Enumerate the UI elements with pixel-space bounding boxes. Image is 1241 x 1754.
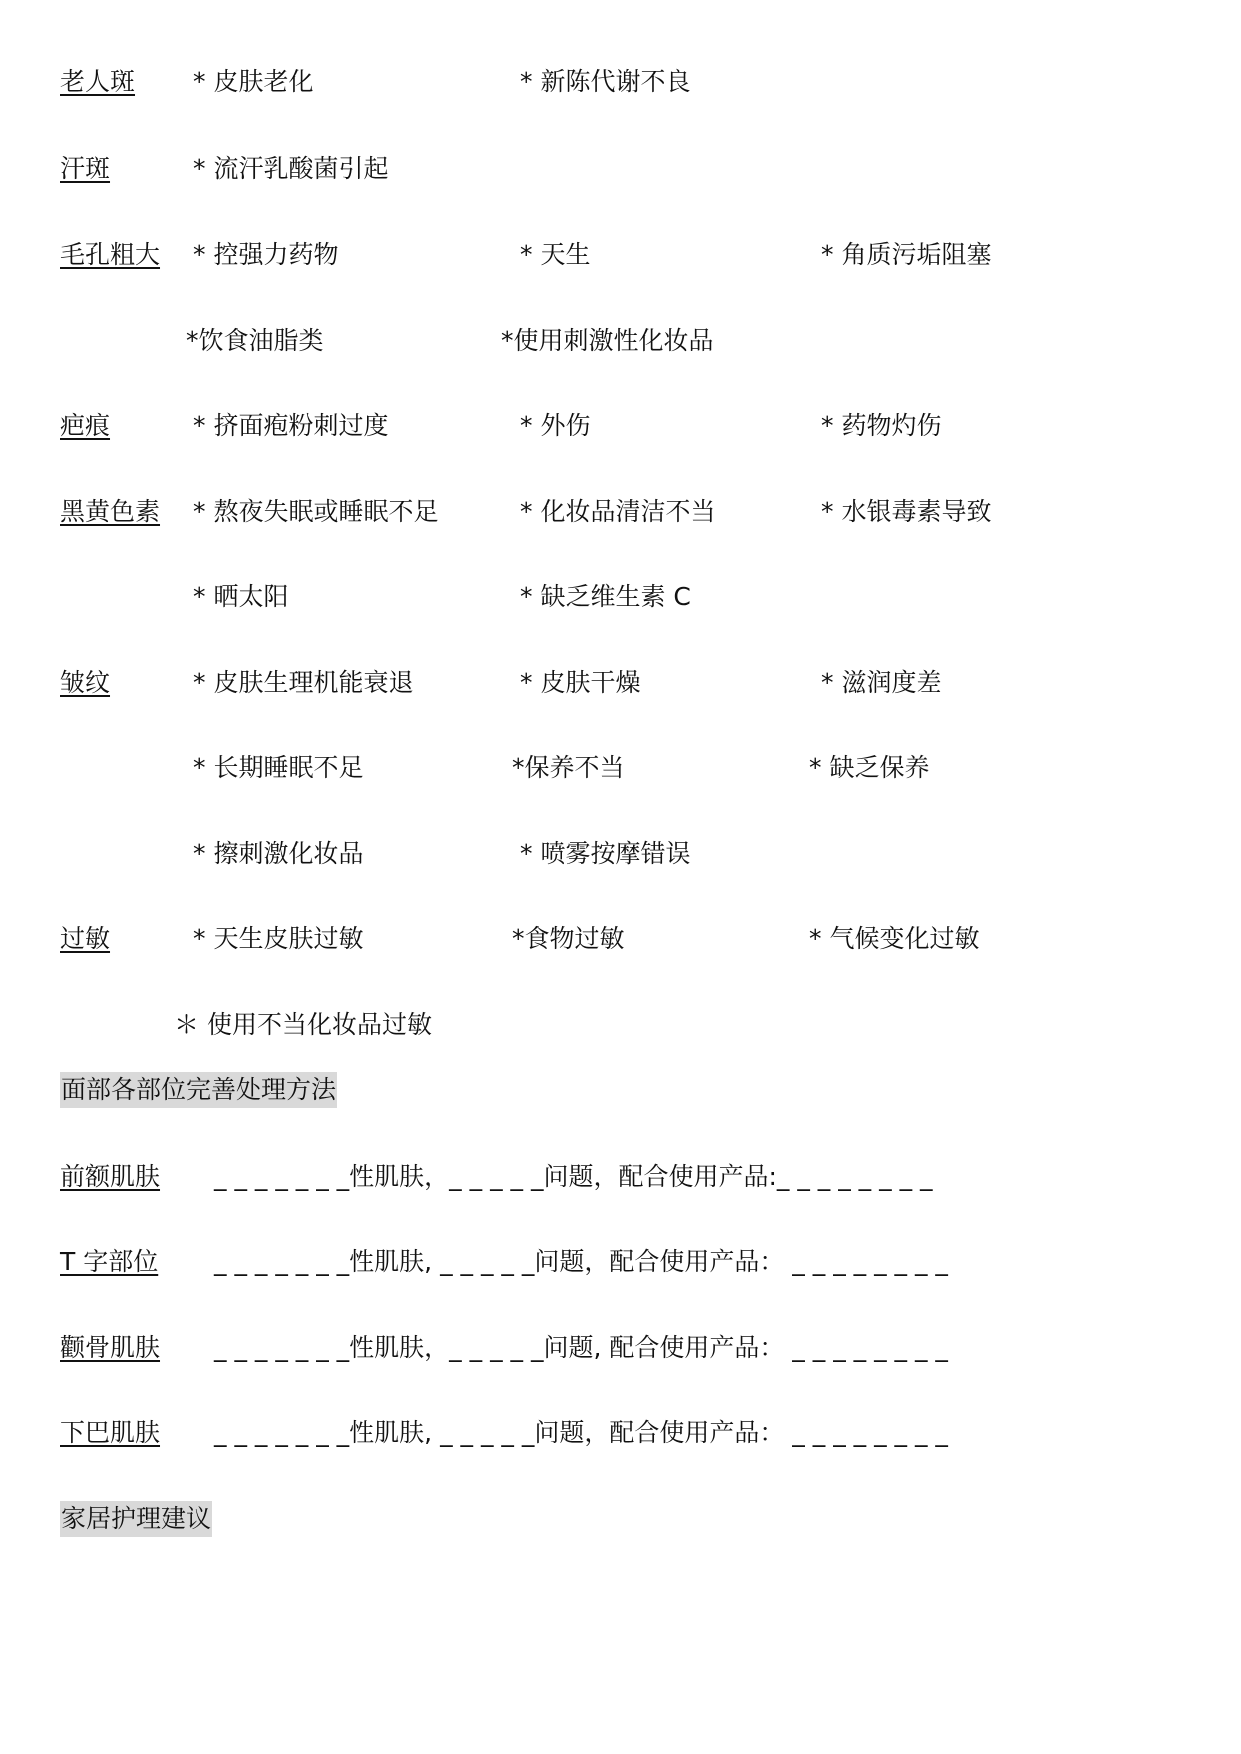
cause-item: * 角质污垢阻塞 bbox=[821, 240, 992, 269]
cause-item: * 熬夜失眠或睡眠不足 bbox=[193, 497, 439, 526]
cause-item: * 流汗乳酸菌引起 bbox=[193, 154, 389, 183]
condition-label-wrinkles: 皱纹 bbox=[60, 668, 111, 697]
cause-item: * 药物灼伤 bbox=[821, 411, 942, 440]
cause-item: * 缺乏保养 bbox=[809, 753, 930, 782]
cause-item: * 水银毒素导致 bbox=[821, 497, 992, 526]
section-heading-home-care: 家居护理建议 bbox=[60, 1501, 212, 1537]
cause-item: *保养不当 bbox=[512, 753, 625, 782]
fill-in-line: _ _ _ _ _ _ _性肌肤, _ _ _ _ _问题，配合使用产品： _ _ _ _ _ _ _ _ bbox=[214, 1418, 948, 1447]
fill-in-line: _ _ _ _ _ _ _性肌肤，_ _ _ _ _问题, 配合使用产品： _ _ _ _ _ _ _ _ bbox=[214, 1333, 948, 1362]
fill-in-line: _ _ _ _ _ _ _性肌肤, _ _ _ _ _问题，配合使用产品： _ _ _ _ _ _ _ _ bbox=[214, 1247, 948, 1276]
fill-in-line: _ _ _ _ _ _ _性肌肤，_ _ _ _ _问题，配合使用产品:_ _ _ _ _ _ _ _ bbox=[214, 1162, 933, 1191]
condition-label-age-spots: 老人斑 bbox=[60, 67, 136, 96]
cause-item: * 滋润度差 bbox=[821, 668, 942, 697]
face-area-label-chin: 下巴肌肤 bbox=[60, 1418, 161, 1447]
cause-item: * 化妆品清洁不当 bbox=[520, 497, 716, 526]
cause-item: *食物过敏 bbox=[512, 924, 625, 953]
cause-item: * 皮肤生理机能衰退 bbox=[193, 668, 414, 697]
cause-item: * 长期睡眠不足 bbox=[193, 753, 364, 782]
cause-item: * 挤面疱粉刺过度 bbox=[193, 411, 389, 440]
cause-item: *使用刺激性化妆品 bbox=[501, 326, 714, 355]
cause-item: ＊ 使用不当化妆品过敏 bbox=[174, 1010, 432, 1039]
cause-item: * 喷雾按摩错误 bbox=[520, 839, 691, 868]
condition-label-pigmentation: 黑黄色素 bbox=[60, 497, 161, 526]
cause-item: * 控强力药物 bbox=[193, 240, 339, 269]
cause-item: * 晒太阳 bbox=[193, 582, 289, 611]
cause-item: * 天生皮肤过敏 bbox=[193, 924, 364, 953]
cause-item: * 气候变化过敏 bbox=[809, 924, 980, 953]
cause-item: * 皮肤老化 bbox=[193, 67, 314, 96]
cause-item: * 新陈代谢不良 bbox=[520, 67, 691, 96]
condition-label-enlarged-pores: 毛孔粗大 bbox=[60, 240, 161, 269]
cause-item: * 缺乏维生素 C bbox=[520, 582, 691, 611]
cause-item: * 外伤 bbox=[520, 411, 591, 440]
cause-item: * 皮肤干燥 bbox=[520, 668, 641, 697]
face-area-label-forehead: 前额肌肤 bbox=[60, 1162, 161, 1191]
condition-label-sweat-spots: 汗斑 bbox=[60, 154, 111, 183]
condition-label-allergy: 过敏 bbox=[60, 924, 111, 953]
cause-item: * 天生 bbox=[520, 240, 591, 269]
face-area-label-t-zone: T 字部位 bbox=[60, 1247, 159, 1276]
condition-label-scars: 疤痕 bbox=[60, 411, 111, 440]
face-area-label-cheekbone: 颧骨肌肤 bbox=[60, 1333, 161, 1362]
cause-item: *饮食油脂类 bbox=[186, 326, 324, 355]
section-heading-face-treatment: 面部各部位完善处理方法 bbox=[60, 1072, 337, 1108]
cause-item: * 擦刺激化妆品 bbox=[193, 839, 364, 868]
